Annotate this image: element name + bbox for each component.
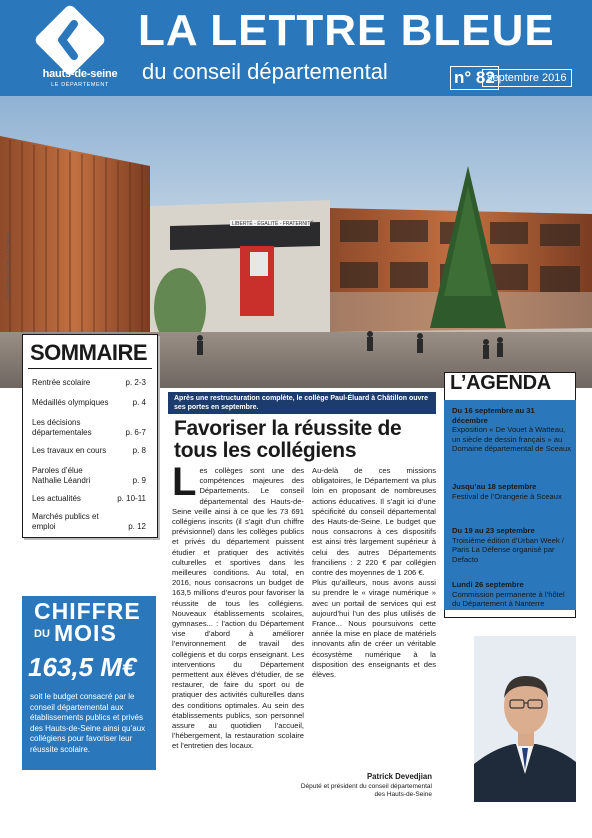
- issue-number: n° 82: [450, 66, 499, 90]
- figure-title: CHIFFRE: [34, 598, 141, 624]
- agenda-item-date: Du 16 septembre au 31 décembre: [452, 406, 535, 425]
- toc-item-page: p. 6-7: [125, 428, 146, 437]
- photo-credit: © Sandrine Coulon / Architecte: [6, 231, 12, 300]
- toc-item-label[interactable]: Paroles d’élue Nathalie Léandri: [32, 466, 91, 485]
- agenda-item-date: Lundi 26 septembre: [452, 580, 524, 589]
- toc-item-label[interactable]: Les actualités: [32, 494, 81, 503]
- toc-item-label[interactable]: Les travaux en cours: [32, 446, 107, 455]
- toc-item-label[interactable]: Médaillés olympiques: [32, 398, 109, 407]
- agenda-item-text: Commission permanente à l’hôtel du Département à Nanterre: [452, 589, 565, 609]
- figure-title-du: DU: [34, 628, 50, 640]
- newsletter-subtitle: du conseil départemental: [142, 59, 388, 84]
- agenda-item-date: Du 19 au 23 septembre: [452, 526, 535, 535]
- article-headline: Favoriser la réussite de tous les collégiens: [174, 417, 402, 462]
- toc-item-page: p. 4: [132, 398, 146, 407]
- agenda-item-text: Troisième édition d’Urban Week / Paris La Défense organisé par Defacto: [452, 535, 564, 564]
- agenda-item[interactable]: [452, 526, 572, 564]
- toc-item-page: p. 12: [128, 522, 146, 531]
- agenda-item[interactable]: [452, 580, 572, 609]
- agenda-item[interactable]: [452, 482, 572, 501]
- article-dropcap: L: [172, 460, 197, 504]
- toc-item-label[interactable]: Les décisions départementales: [32, 418, 92, 437]
- article-text-2: Au-delà de ces missions obligatoires, le Département va plus loin en proposant de nombreuses actions éducatives. Il s’agit ici d’une spécificité du conseil départemental des Hauts-de-Seine. Le budget que nous consacrons à ces dispositifs est ainsi très largement supérieur à celui des autres Départements franciliens : 2 220 € par collégien contre des moyennes de 1 206 €.: [312, 466, 436, 578]
- toc-divider: [28, 368, 152, 369]
- agenda-title: L’AGENDA: [450, 372, 551, 394]
- article-column-1: [172, 460, 304, 752]
- author-portrait: [474, 636, 576, 802]
- facade-sign: LIBERTÉ - ÉGALITÉ - FRATERNITÉ: [232, 221, 314, 227]
- newsletter-title: LA LETTRE BLEUE: [138, 6, 555, 55]
- toc-item-page: p. 8: [132, 446, 146, 455]
- toc-item-page: p. 9: [132, 476, 146, 485]
- toc-item-label[interactable]: Rentrée scolaire: [32, 378, 91, 387]
- author-name: Patrick Devedjian: [366, 772, 432, 781]
- figure-description: soit le budget consacré par le conseil départemental aux établissements publics et privés des Hauts-de-Seine ainsi qu’aux collégiens pour favoriser leur réussite scolaire.: [30, 692, 146, 754]
- article-text-3: Plus qu’ailleurs, nous avons aussi su prendre le « virage numérique » avec un portail de services qui est aujourd’hui l’un des plus utilisés de France... Nous poursuivons cette année la mise en place de matériels innovants afin de créer un véritable écosystème numérique à la disposition des enseignants et des élèves.: [312, 578, 436, 680]
- agenda-item-text: Exposition « De Vouet à Watteau, un siècle de dessin français » au Domaine départemental de Sceaux: [452, 425, 572, 454]
- toc-title: SOMMAIRE: [30, 340, 147, 365]
- logo-chevron-icon: [54, 18, 86, 62]
- author-role: Député et président du conseil départemental des Hauts-de-Seine: [300, 783, 432, 798]
- logo-subtitle: LE DÉPARTEMENT: [51, 82, 109, 88]
- agenda-item[interactable]: [452, 406, 572, 454]
- logo-text: hauts-de-seine: [42, 68, 118, 80]
- agenda-item-date: Jusqu’au 18 septembre: [452, 482, 537, 491]
- agenda-item-text: Festival de l’Orangerie à Sceaux: [452, 491, 562, 501]
- toc-item-label[interactable]: Marchés publics et emploi: [32, 512, 99, 531]
- toc-item-page: p. 2-3: [125, 378, 146, 387]
- article-column-2: [312, 466, 436, 680]
- toc-item-page: p. 10-11: [117, 494, 146, 503]
- photo-caption: Après une restructuration complète, le collège Paul-Éluard à Châtillon ouvre ses portes en septembre.: [174, 395, 429, 411]
- article-text-1: es collèges sont une des compétences majeures des Départements. Le conseil départemental des Hauts-de-Seine veille ainsi à ce que les 73 691 collégiens inscrits (il s’agit d’un chiffre prévisionnel) dans les collèges publics et privés du département puissent étudier et pratiquer des activités culturelles et sportives dans les meilleures conditions. Au total, en 2016, nous consacrons un budget de 163,5 millions d’euros pour favoriser la réussite de tous les collégiens. Nouveaux établissements scolaires, gymnases... : l’action du Département vise d’abord à améliorer l’environnement de travail des collégiens et du corps enseignant. Les interventions du Département permettent aux élèves d’étudier, de se restaurer, de faire du sport ou de pratiquer des activités culturelles dans des conditions optimales. Au sein des établissements publics, son personnel assure au quotidien l’accueil, l’hébergement, la restauration scolaire et l’entretien des locaux.: [172, 466, 304, 751]
- figure-title-mois: MOIS: [54, 620, 117, 646]
- figure-value: 163,5 M€: [28, 652, 137, 682]
- issue-date: septembre 2016: [482, 69, 572, 87]
